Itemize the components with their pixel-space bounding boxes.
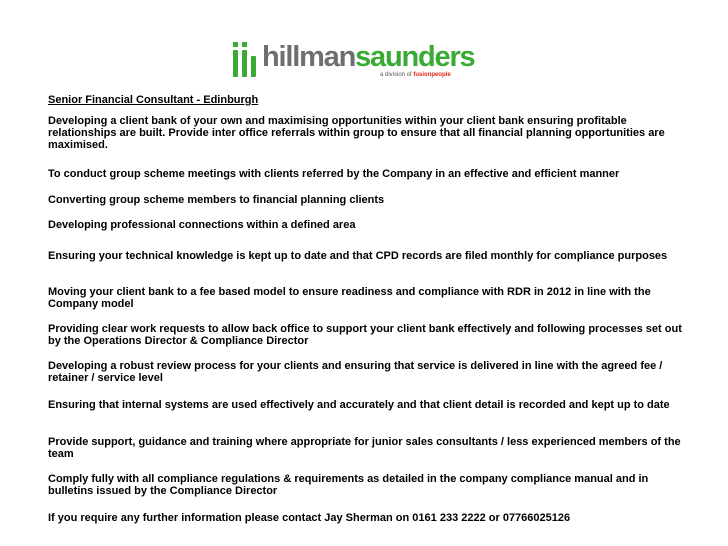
duty-item: Developing a client bank of your own and maximising opportunities within your client bank ensuring profitable relationships are built. Provide inter office referrals within group to ensure that all financial planning opportunities are maximised. [48,115,665,151]
duty-item: Converting group scheme members to financial planning clients [48,194,385,206]
duty-item: Ensuring that internal systems are used effectively and accurately and that client detail is recorded and kept up to date [48,399,670,411]
duty-item: Comply fully with all compliance regulations & requirements as detailed in the company compliance manual and in bulletins issued by the Compliance Director [48,473,649,497]
logo-word-saunders: saunders [355,41,475,73]
duty-item: Moving your client bank to a fee based model to ensure readiness and compliance with RDR in 2012 in line with the Company model [48,286,651,310]
logo-wordmark [262,40,474,74]
logo-mark-icon [232,42,260,78]
duty-item: Provide support, guidance and training where appropriate for junior sales consultants / less experienced members of the team [48,436,681,460]
logo-tagline [380,72,451,78]
company-logo [232,40,475,80]
logo-tagline-brand: fusionpeople [413,72,451,78]
logo-word-hillman: hillman [262,41,356,73]
duty-item: Providing clear work requests to allow back office to support your client bank effectively and following processes set out by the Operations Director & Compliance Director [48,323,682,347]
duty-item: Ensuring your technical knowledge is kept up to date and that CPD records are filed monthly for compliance purposes [48,250,668,262]
job-title: Senior Financial Consultant - Edinburgh [48,94,259,106]
duty-item: Developing a robust review process for your clients and ensuring that service is delivered in line with the agreed fee / retainer / service level [48,360,663,384]
duty-item: To conduct group scheme meetings with clients referred by the Company in an effective and efficient manner [48,168,620,180]
duty-item: Developing professional connections within a defined area [48,219,356,231]
logo-tagline-prefix: a division of [380,72,414,78]
contact-line: If you require any further information please contact Jay Sherman on 0161 233 2222 or 07766025126 [48,512,571,524]
